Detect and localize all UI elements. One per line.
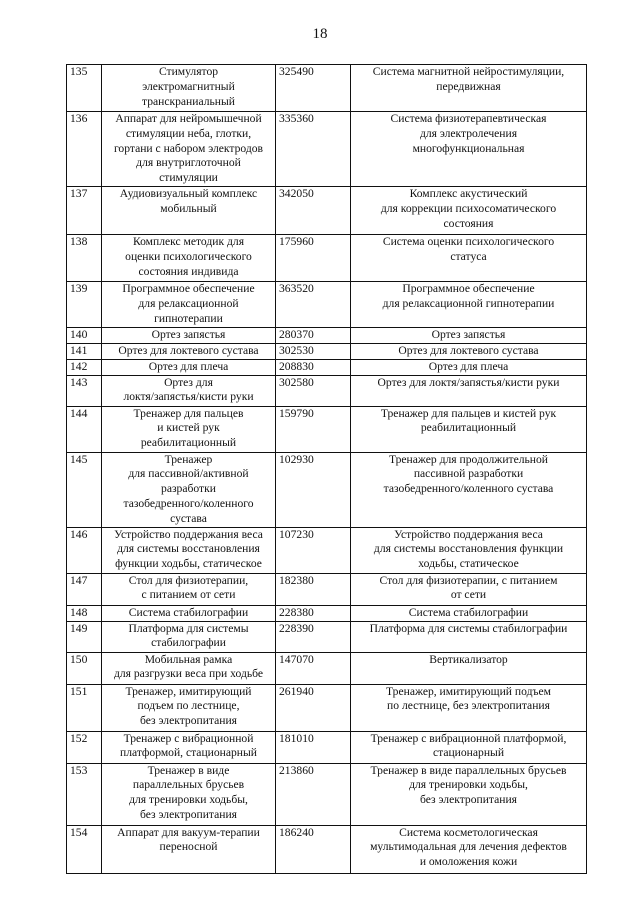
table-row: [67, 186, 587, 234]
row-number: 150: [67, 652, 102, 684]
device-code: 280370: [276, 327, 351, 343]
device-equivalent: Ортез запястья: [351, 327, 587, 343]
device-name: Аппарат для нейромышечной стимуляции неба, глотки, гортани с набором электродов для внутриглоточной стимуляции: [102, 112, 276, 187]
device-name: Ортез для локтя/запястья/кисти руки: [102, 375, 276, 406]
device-name: Аудиовизуальный комплекс мобильный: [102, 186, 276, 234]
device-name: Тренажер, имитирующий подъем по лестнице, без электропитания: [102, 684, 276, 731]
table-row: [67, 406, 587, 452]
table-row: [67, 731, 587, 763]
table-row: [67, 375, 587, 406]
device-code: 302580: [276, 375, 351, 406]
equipment-table-body: [67, 65, 587, 874]
table-row: [67, 621, 587, 652]
device-code: 107230: [276, 527, 351, 573]
device-equivalent: Стол для физиотерапии, с питанием от сети: [351, 573, 587, 605]
device-code: 213860: [276, 763, 351, 825]
row-number: 139: [67, 281, 102, 327]
device-code: 147070: [276, 652, 351, 684]
device-name: Ортез запястья: [102, 327, 276, 343]
device-code: 302530: [276, 343, 351, 359]
device-equivalent: Система магнитной нейростимуляции, передвижная: [351, 65, 587, 112]
row-number: 151: [67, 684, 102, 731]
device-code: 159790: [276, 406, 351, 452]
table-row: [67, 65, 587, 112]
row-number: 140: [67, 327, 102, 343]
device-name: Тренажер для пассивной/активной разработки тазобедренного/коленного сустава: [102, 452, 276, 527]
device-equivalent: Ортез для плеча: [351, 359, 587, 375]
device-equivalent: Система косметологическая мультимодальная для лечения дефектов и омоложения кожи: [351, 825, 587, 873]
device-name: Аппарат для вакуум-терапии переносной: [102, 825, 276, 873]
row-number: 153: [67, 763, 102, 825]
table-row: [67, 112, 587, 187]
device-code: 175960: [276, 234, 351, 281]
device-equivalent: Тренажер для продолжительной пассивной разработки тазобедренного/коленного сустава: [351, 452, 587, 527]
device-name: Программное обеспечение для релаксационной гипнотерапии: [102, 281, 276, 327]
device-name: Тренажер для пальцев и кистей рук реабилитационный: [102, 406, 276, 452]
equipment-table: [66, 64, 587, 874]
device-equivalent: Программное обеспечение для релаксационной гипнотерапии: [351, 281, 587, 327]
device-code: 342050: [276, 186, 351, 234]
row-number: 136: [67, 112, 102, 187]
row-number: 135: [67, 65, 102, 112]
table-row: [67, 605, 587, 621]
table-row: [67, 652, 587, 684]
device-name: Мобильная рамка для разгрузки веса при ходьбе: [102, 652, 276, 684]
row-number: 146: [67, 527, 102, 573]
device-equivalent: Тренажер с вибрационной платформой, стационарный: [351, 731, 587, 763]
row-number: 148: [67, 605, 102, 621]
row-number: 149: [67, 621, 102, 652]
device-code: 261940: [276, 684, 351, 731]
table-row: [67, 527, 587, 573]
device-name: Устройство поддержания веса для системы восстановления функции ходьбы, статическое: [102, 527, 276, 573]
table-row: [67, 359, 587, 375]
device-code: 182380: [276, 573, 351, 605]
row-number: 142: [67, 359, 102, 375]
table-row: [67, 763, 587, 825]
row-number: 137: [67, 186, 102, 234]
device-name: Платформа для системы стабилографии: [102, 621, 276, 652]
device-code: 186240: [276, 825, 351, 873]
device-code: 228390: [276, 621, 351, 652]
device-equivalent: Тренажер, имитирующий подъем по лестнице, без электропитания: [351, 684, 587, 731]
table-row: [67, 281, 587, 327]
device-equivalent: Система оценки психологического статуса: [351, 234, 587, 281]
row-number: 145: [67, 452, 102, 527]
device-name: Ортез для плеча: [102, 359, 276, 375]
device-code: 208830: [276, 359, 351, 375]
device-code: 228380: [276, 605, 351, 621]
table-row: [67, 343, 587, 359]
device-equivalent: Ортез для локтевого сустава: [351, 343, 587, 359]
device-equivalent: Ортез для локтя/запястья/кисти руки: [351, 375, 587, 406]
row-number: 152: [67, 731, 102, 763]
row-number: 141: [67, 343, 102, 359]
table-row: [67, 234, 587, 281]
device-equivalent: Платформа для системы стабилографии: [351, 621, 587, 652]
row-number: 144: [67, 406, 102, 452]
device-name: Ортез для локтевого сустава: [102, 343, 276, 359]
table-row: [67, 452, 587, 527]
device-code: 363520: [276, 281, 351, 327]
device-equivalent: Тренажер для пальцев и кистей рук реабилитационный: [351, 406, 587, 452]
device-name: Тренажер с вибрационной платформой, стационарный: [102, 731, 276, 763]
row-number: 147: [67, 573, 102, 605]
device-name: Стимулятор электромагнитный транскраниальный: [102, 65, 276, 112]
table-row: [67, 825, 587, 873]
device-equivalent: Тренажер в виде параллельных брусьев для тренировки ходьбы, без электропитания: [351, 763, 587, 825]
device-name: Комплекс методик для оценки психологического состояния индивида: [102, 234, 276, 281]
table-row: [67, 327, 587, 343]
device-name: Система стабилографии: [102, 605, 276, 621]
device-equivalent: Вертикализатор: [351, 652, 587, 684]
row-number: 154: [67, 825, 102, 873]
device-equivalent: Система стабилографии: [351, 605, 587, 621]
device-equivalent: Устройство поддержания веса для системы восстановления функции ходьбы, статическое: [351, 527, 587, 573]
device-code: 335360: [276, 112, 351, 187]
device-name: Стол для физиотерапии, с питанием от сети: [102, 573, 276, 605]
device-name: Тренажер в виде параллельных брусьев для тренировки ходьбы, без электропитания: [102, 763, 276, 825]
row-number: 143: [67, 375, 102, 406]
device-equivalent: Комплекс акустический для коррекции психосоматического состояния: [351, 186, 587, 234]
device-equivalent: Система физиотерапевтическая для электролечения многофункциональная: [351, 112, 587, 187]
row-number: 138: [67, 234, 102, 281]
page-number: 18: [312, 26, 328, 42]
device-code: 181010: [276, 731, 351, 763]
device-code: 102930: [276, 452, 351, 527]
table-row: [67, 684, 587, 731]
device-code: 325490: [276, 65, 351, 112]
table-row: [67, 573, 587, 605]
